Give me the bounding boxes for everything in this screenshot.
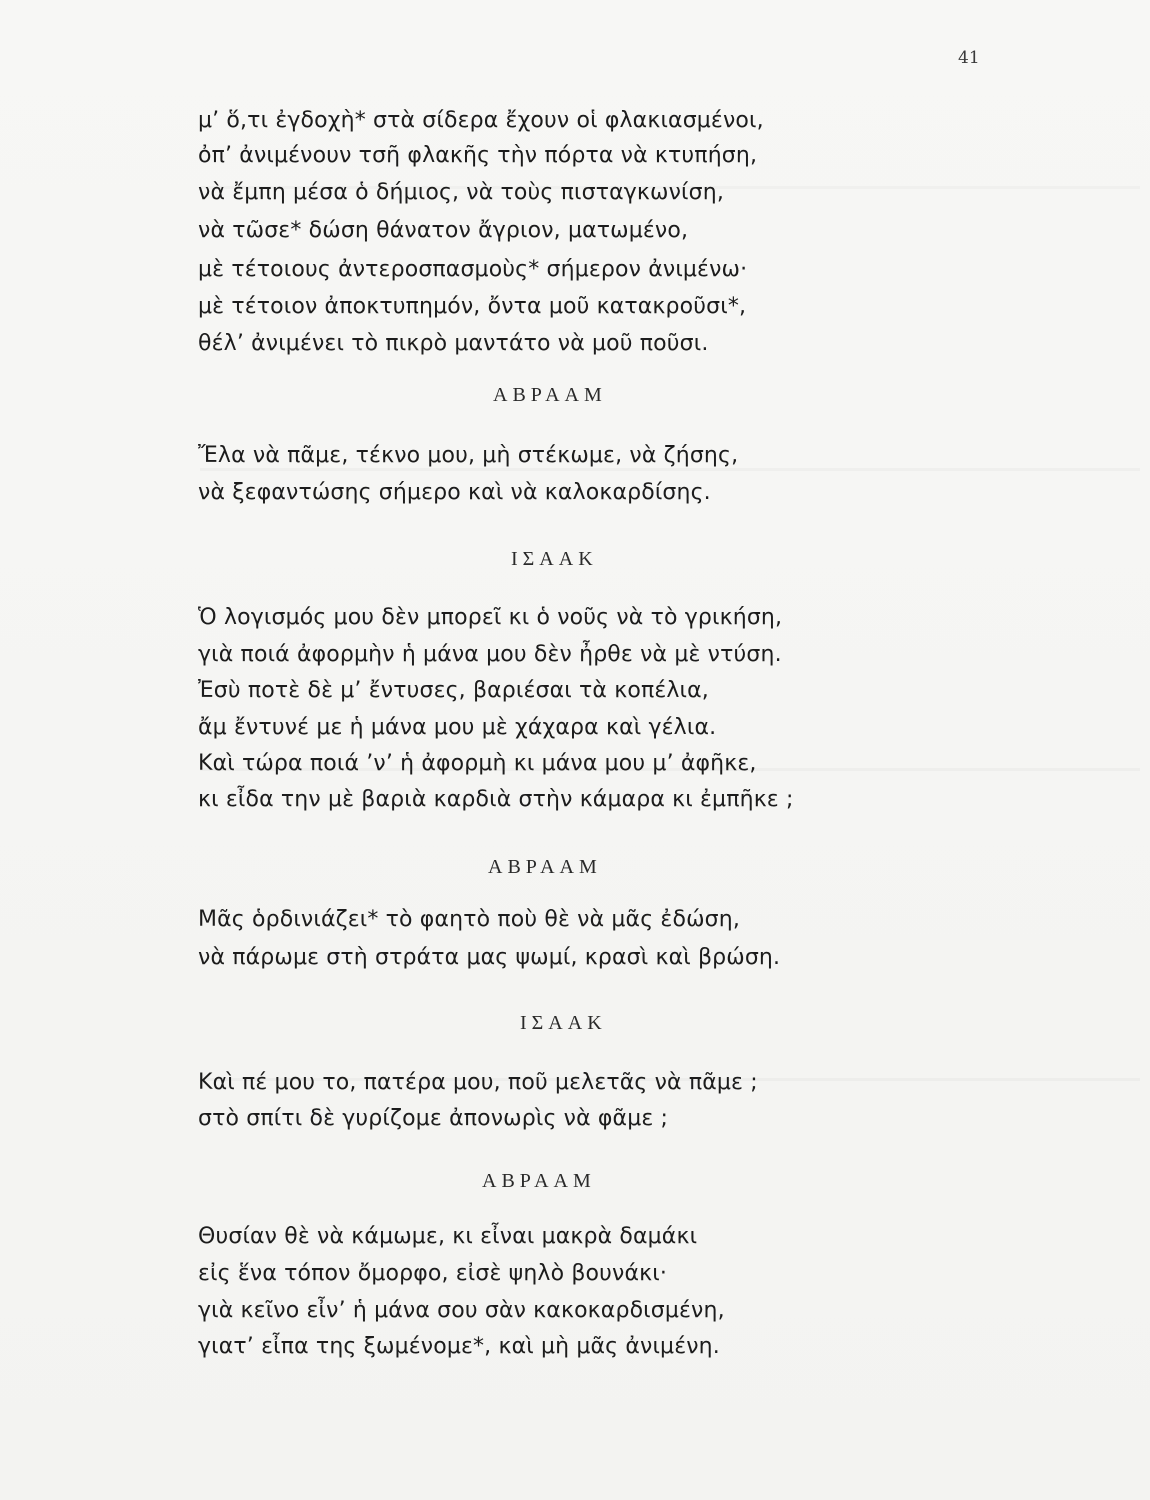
verse-line: μὲ τέτοιους ἀντεροσπασμοὺς* σήμερον ἀνιμένω· [198, 257, 748, 282]
verse-line: νὰ ἔμπη μέσα ὁ δήμιος, νὰ τοὺς πισταγκωνίση, [198, 180, 724, 205]
verse-line: ὀπ’ ἀνιμένουν τσῆ φλακῆς τὴν πόρτα νὰ κτυπήση, [198, 143, 758, 168]
speaker-heading: ΙΣΑΑΚ [520, 1012, 607, 1034]
verse-line: εἰς ἕνα τόπον ὄμορφο, εἰσὲ ψηλὸ βουνάκι· [198, 1261, 667, 1286]
verse-line: κι εἶδα την μὲ βαριὰ καρδιὰ στὴν κάμαρα κι ἐμπῆκε ; [198, 787, 794, 812]
verse-line: Ἐσὺ ποτὲ δὲ μ’ ἔντυσες, βαριέσαι τὰ κοπέλια, [198, 678, 709, 703]
verse-line: μὲ τέτοιον ἀποκτυπημόν, ὄντα μοῦ κατακροῦσι*, [198, 294, 747, 319]
verse-line: Καὶ τώρα ποιά ’ν’ ἡ ἀφορμὴ κι μάνα μου μ’ ἀφῆκε, [198, 751, 757, 776]
verse-line: θέλ’ ἀνιμένει τὸ πικρὸ μαντάτο νὰ μοῦ ποῦσι. [198, 331, 709, 356]
verse-line: νὰ τῶσε* δώση θάνατον ἄγριον, ματωμένο, [198, 218, 689, 243]
verse-line: στὸ σπίτι δὲ γυρίζομε ἀπονωρὶς νὰ φᾶμε ; [198, 1106, 669, 1131]
verse-line: γιὰ κεῖνο εἶν’ ἡ μάνα σου σὰν κακοκαρδισμένη, [198, 1298, 725, 1323]
speaker-heading: ΑΒΡΑΑΜ [493, 384, 607, 406]
page-number: 41 [958, 48, 980, 68]
verse-line: Μᾶς ὁρδινιάζει* τὸ φαητὸ ποὺ θὲ νὰ μᾶς ἐδώση, [198, 907, 740, 932]
verse-line: Καὶ πέ μου το, πατέρα μου, ποῦ μελετᾶς νὰ πᾶμε ; [198, 1070, 758, 1095]
verse-line: γιατ’ εἶπα της ξωμένομε*, καὶ μὴ μᾶς ἀνιμένη. [198, 1334, 720, 1359]
verse-line: μ’ ὅ,τι ἐγδοχὴ* στὰ σίδερα ἔχουν οἱ φλακιασμένοι, [198, 108, 764, 133]
verse-line: Θυσίαν θὲ νὰ κάμωμε, κι εἶναι μακρὰ δαμάκι [198, 1224, 698, 1249]
speaker-heading: ΑΒΡΑΑΜ [488, 856, 602, 878]
speaker-heading: ΙΣΑΑΚ [511, 548, 598, 570]
verse-line: νὰ πάρωμε στὴ στράτα μας ψωμί, κρασὶ καὶ βρώση. [198, 945, 781, 970]
verse-line: νὰ ξεφαντώσης σήμερο καὶ νὰ καλοκαρδίσης. [198, 480, 711, 505]
verse-line: γιὰ ποιά ἀφορμὴν ἡ μάνα μου δὲν ἦρθε νὰ μὲ ντύση. [198, 642, 782, 667]
verse-line: Ὁ λογισμός μου δὲν μπορεῖ κι ὁ νοῦς νὰ τὸ γρικήση, [198, 605, 783, 630]
speaker-heading: ΑΒΡΑΑΜ [482, 1170, 596, 1192]
verse-line: ἄμ ἔντυνέ με ἡ μάνα μου μὲ χάχαρα καὶ γέλια. [198, 715, 717, 740]
verse-line: Ἔλα νὰ πᾶμε, τέκνο μου, μὴ στέκωμε, νὰ ζήσης, [198, 443, 739, 468]
